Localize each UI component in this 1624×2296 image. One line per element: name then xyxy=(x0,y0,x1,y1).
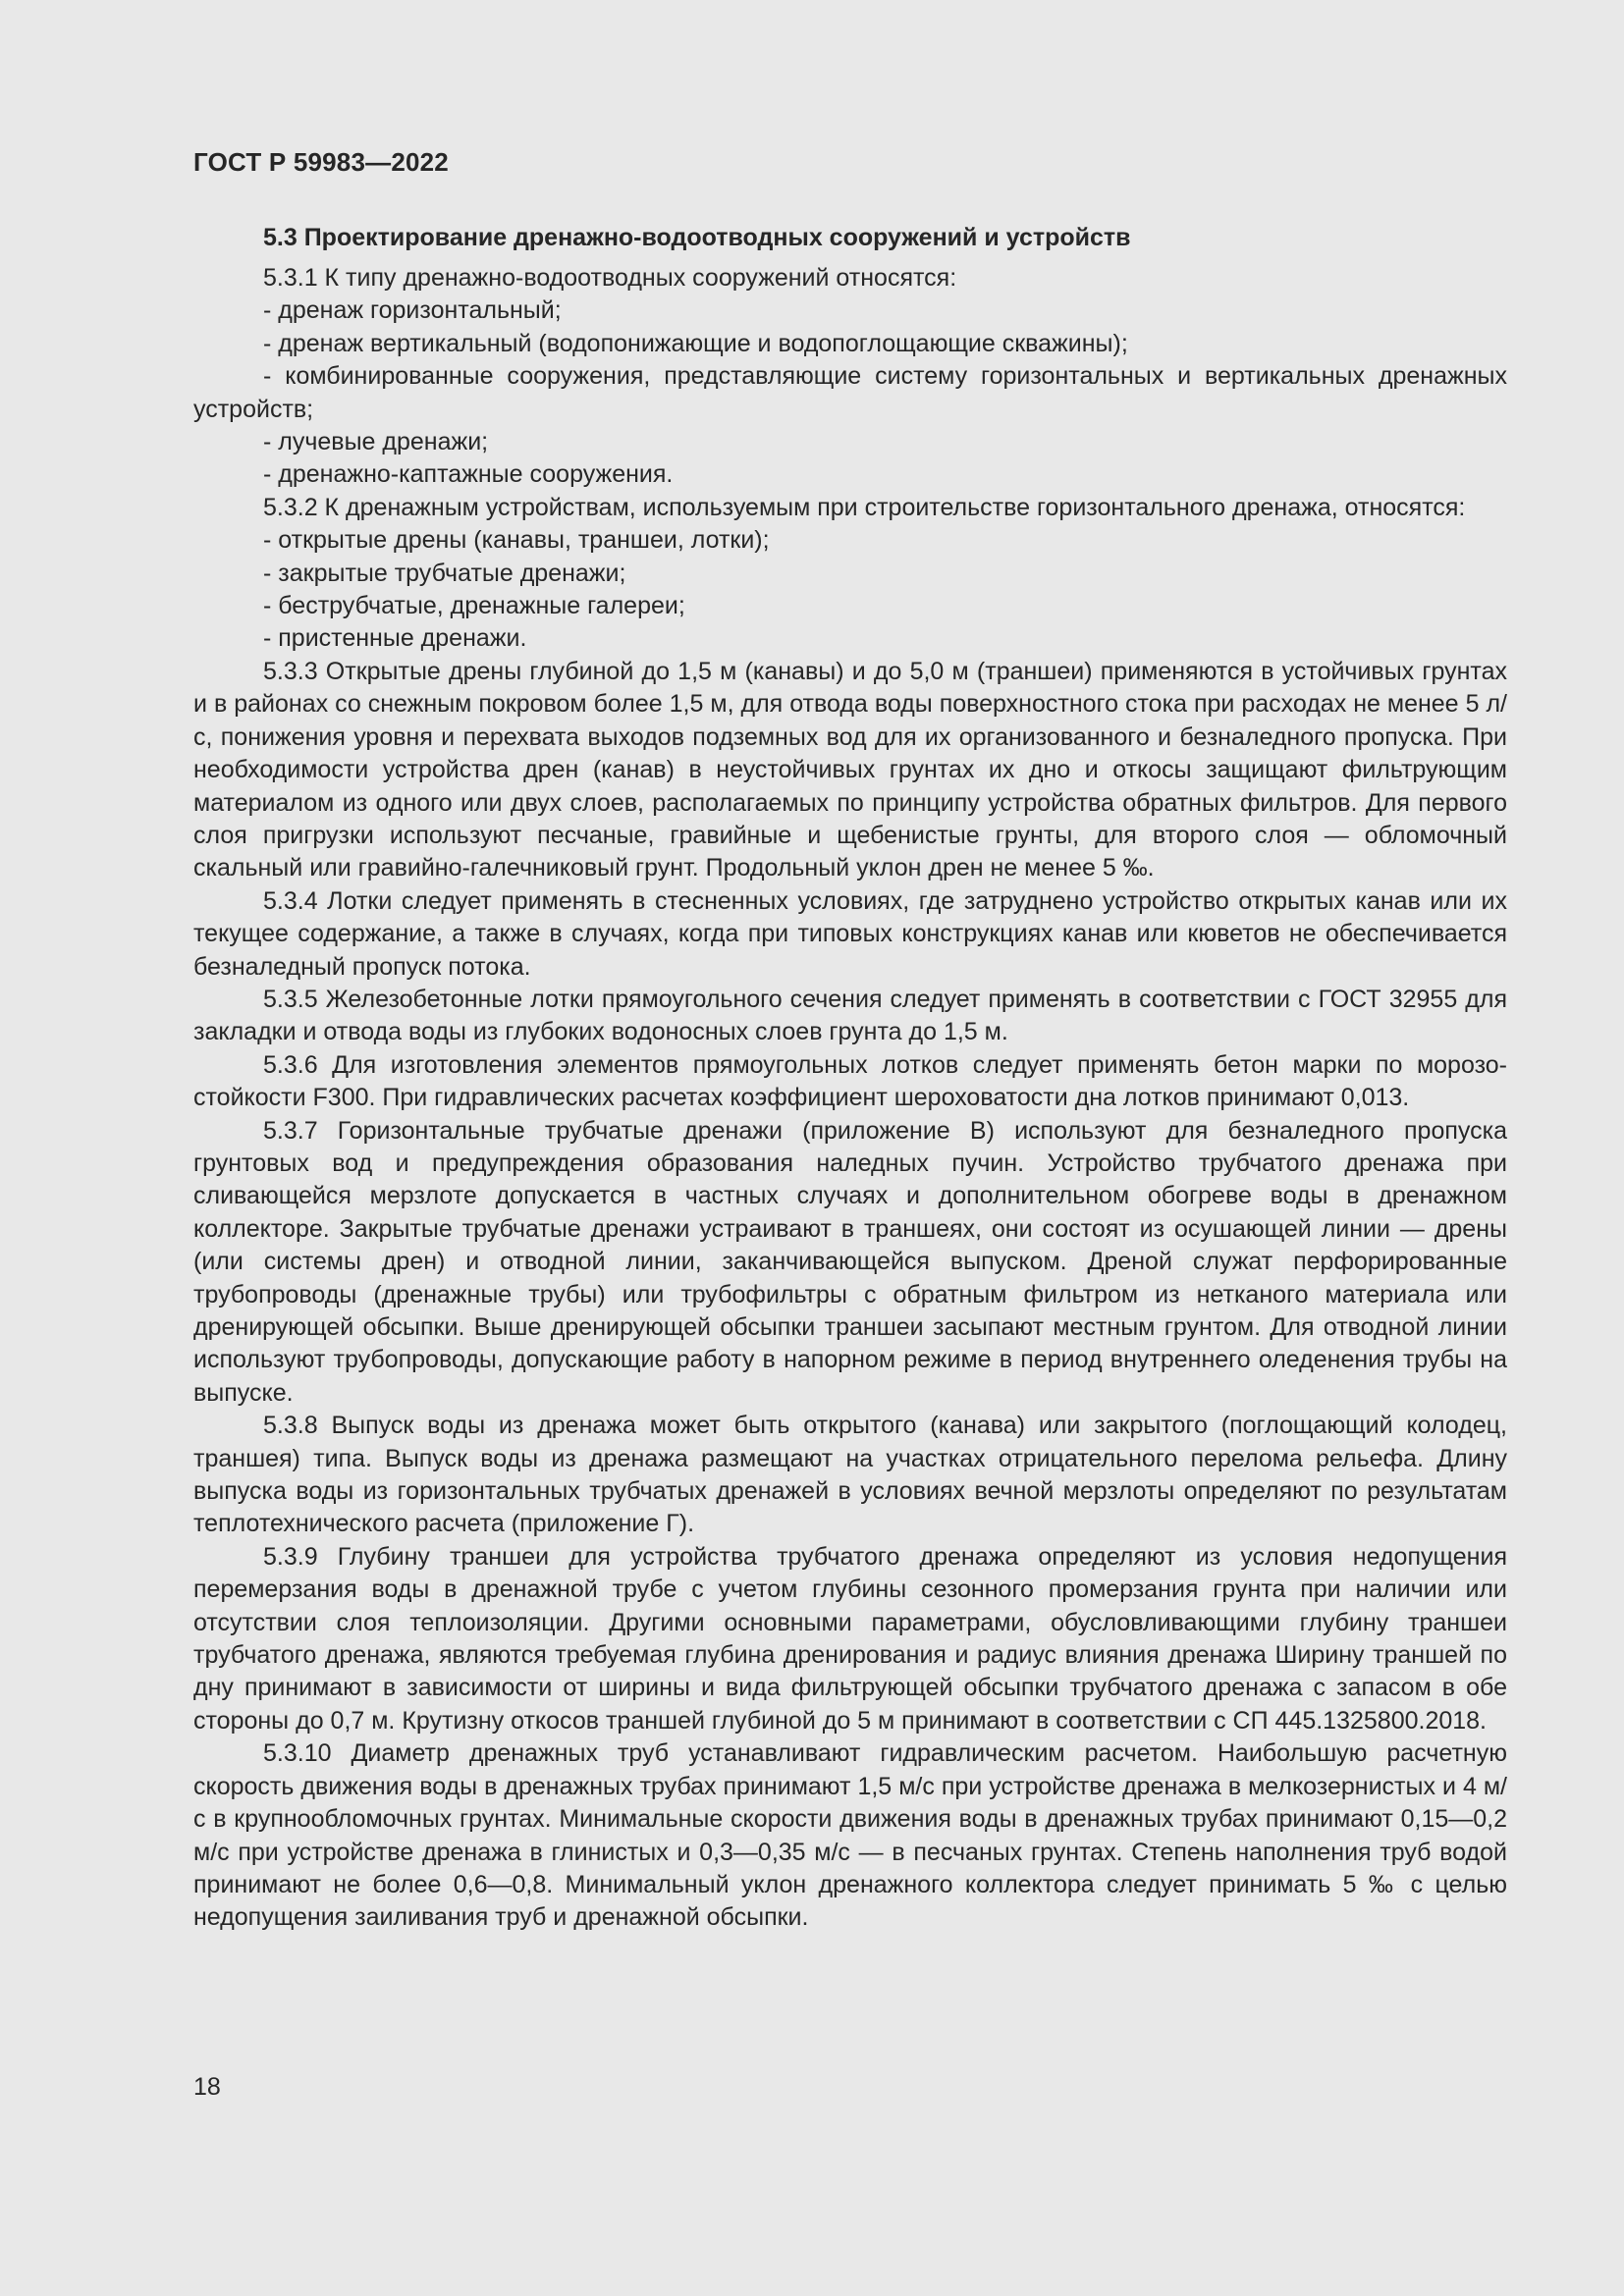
paragraph: 5.3.10 Диаметр дренажных труб устанавливают гидравлическим расчетом. Наибольшую расчетную скорость движения воды в дренажных трубах принимают 1,5 м/с при устройстве дренажа в мелкозернистых и 4 м/с в крупнообломочных грунтах. Минимальные скорости движения воды в дренажных трубах принимают 0,15—0,2 м/с при устройстве дренажа в глинистых и 0,3—0,35 м/с — в песчаных грунтах. Степень наполнения труб водой принимают не более 0,6—0,8. Минимальный уклон дренажного коллектора следует принимать 5 ‰ с целью недопущения заиливания труб и дренажной обсыпки. xyxy=(193,1739,1507,1932)
section-body xyxy=(193,262,1507,1935)
list-item: - беструбчатые, дренажные галереи; xyxy=(263,592,685,620)
list-item: - закрытые трубчатые дренажи; xyxy=(263,559,626,587)
document-header: ГОСТ Р 59983—2022 xyxy=(193,147,449,177)
list-item: - комбинированные сооружения, представляющие систему горизонтальных и вертикальных дренажных устройств; xyxy=(193,362,1507,423)
paragraph: 5.3.4 Лотки следует применять в стесненных условиях, где затруднено устройство открытых канав или их текущее содержание, а также в случаях, когда при типовых конструкциях канав или кюветов не обеспечивается безналедный пропуск потока. xyxy=(193,886,1507,981)
list-item: - дренаж горизонтальный; xyxy=(263,296,562,325)
paragraph: 5.3.7 Горизонтальные трубчатые дренажи (приложение В) используют для безналедного пропуска грунтовых вод и предупреждения образования наледных пучин. Устройство трубчатого дренажа при сливающейся мерзлоте допускается в частных случаях и дополнительном обогреве воды в дренажном коллекторе. Закрытые трубчатые дренажи устраивают в траншеях, они состоят из осушающей линии — дрены (или системы дрен) и отводной линии, заканчивающейся выпуском. Дреной служат перфорированные трубопроводы (дренажные трубы) или трубофильтры с обратным фильтром из нетканого материала или дренирующей обсыпки. Выше дренирующей обсыпки траншеи засыпают местным грунтом. Для отводной линии используют трубопроводы, допускающие работу в напорном режиме в период внутреннего оледенения трубы на выпуске. xyxy=(193,1116,1507,1407)
paragraph: 5.3.8 Выпуск воды из дренажа может быть открытого (канава) или закрытого (поглощающий колодец, траншея) типа. Выпуск воды из дренажа размещают на участках отрицательного перелома рельефа. Длину выпуска воды из горизонтальных трубчатых дренажей в условиях вечной мерзлоты определяют по результатам теплотехнического расчета (приложение Г). xyxy=(193,1412,1507,1538)
list-item: - открытые дрены (канавы, траншеи, лотки); xyxy=(263,526,770,555)
list-item: - пристенные дренажи. xyxy=(263,624,527,653)
paragraph: 5.3.3 Открытые дрены глубиной до 1,5 м (канавы) и до 5,0 м (траншеи) применяются в устойчивых грунтах и в районах со снежным покровом более 1,5 м, для отвода воды поверхностного стока при расходах не менее 5 л/с, понижения уровня и перехвата выходов подземных вод для их организованного и безналедного пропуска. При необходимости устройства дрен (канав) в неустойчивых грунтах их дно и откосы защищают фильтрующим материалом из одного или двух слоев, располагаемых по принципу устройства обратных фильтров. Для первого слоя пригрузки используют песчаные, гравийные и щебенистые грунты, для второго слоя — обломочный скальный или гравийно-галечниковый грунт. Продольный уклон дрен не менее 5 ‰. xyxy=(193,657,1507,882)
list-item: - дренаж вертикальный (водопонижающие и водопоглощающие скважины); xyxy=(263,329,1128,357)
paragraph: 5.3.6 Для изготовления элементов прямоугольных лотков следует применять бетон марки по морозостойкости F300. При гидравлических расчетах коэффициент шероховатости дна лотков принимают 0,013. xyxy=(193,1050,1507,1112)
list-item: - дренажно-каптажные сооружения. xyxy=(263,460,674,489)
paragraph: 5.3.1 К типу дренажно-водоотводных сооружений относятся: xyxy=(263,264,957,292)
section-title: 5.3 Проектирование дренажно-водоотводных сооружений и устройств xyxy=(263,224,1131,251)
paragraph: 5.3.9 Глубину траншеи для устройства трубчатого дренажа определяют из условия недопущения перемерзания воды в дренажной трубе с учетом глубины сезонного промерзания грунта при наличии или отсутствии слоя теплоизоляции. Другими основными параметрами, обусловливающими глубину траншеи трубчатого дренажа, являются требуемая глубина дренирования и радиус влияния дренажа Ширину траншей по дну принимают в зависимости от ширины и вида фильтрующей обсыпки трубчатого дренажа с запасом в обе стороны до 0,7 м. Крутизну откосов траншей глубиной до 5 м принимают в соответствии с СП 445.1325800.2018. xyxy=(193,1542,1507,1735)
paragraph: 5.3.2 К дренажным устройствам, используемым при строительстве горизонтального дренажа, относятся: xyxy=(263,493,1466,521)
page-number: 18 xyxy=(193,2073,221,2101)
list-item: - лучевые дренажи; xyxy=(263,428,489,456)
page-content xyxy=(193,222,1507,1935)
paragraph: 5.3.5 Железобетонные лотки прямоугольного сечения следует применять в соответствии с ГОСТ 32955 для закладки и отвода воды из глубоких водоносных слоев грунта до 1,5 м. xyxy=(193,985,1507,1046)
